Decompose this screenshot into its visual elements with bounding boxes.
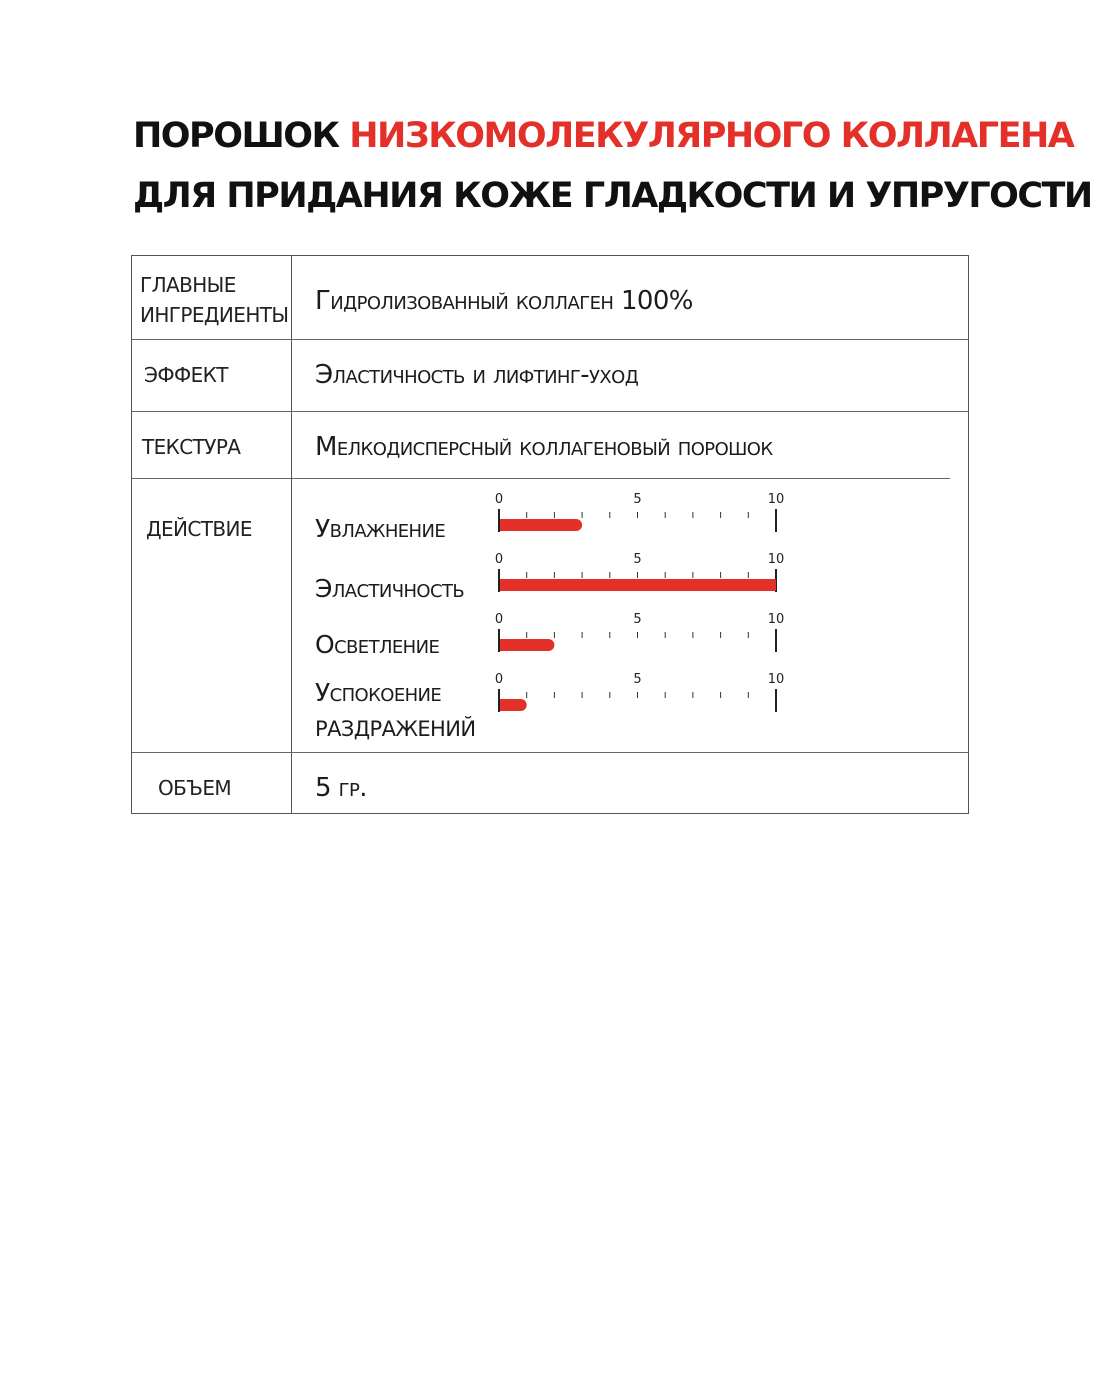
ingredients-value-main: Гидролизованный коллаген — [315, 286, 614, 316]
volume-unit: гр. — [338, 773, 367, 803]
metric-label-soothing-line-2: РАЗДРАЖЕНИЙ — [315, 717, 476, 741]
scale-number: 5 — [633, 672, 642, 687]
rating-scale-svg — [494, 492, 785, 544]
page-title-line-2: ДЛЯ ПРИДАНИЯ КОЖЕ ГЛАДКОСТИ И УПРУГОСТИ — [133, 176, 1092, 216]
texture-label: ТЕКСТУРА — [142, 435, 241, 459]
ingredients-value — [315, 288, 693, 314]
page-title-line-1 — [133, 116, 1074, 156]
scale-elasticity — [494, 552, 785, 604]
volume-value — [315, 775, 367, 801]
row-ingredients — [132, 256, 968, 339]
rating-bar-start — [499, 519, 507, 531]
rating-bar-start — [499, 699, 507, 711]
scale-number: 0 — [494, 492, 504, 507]
rating-scale-svg — [494, 552, 785, 604]
scale-number: 5 — [633, 492, 642, 507]
scale-brightening — [494, 612, 785, 664]
rating-scale-svg — [494, 612, 785, 664]
texture-value: Мелкодисперсный коллагеновый порошок — [315, 432, 773, 462]
ingredients-label — [140, 270, 288, 330]
title-accent: НИЗКОМОЛЕКУЛЯРНОГО КОЛЛАГЕНА — [349, 116, 1074, 156]
rating-bar — [499, 639, 554, 651]
effect-label: ЭФФЕКТ — [144, 363, 228, 387]
scale-number: 5 — [633, 552, 642, 567]
rating-bar-start — [499, 639, 507, 651]
row-effect — [132, 340, 968, 411]
title-prefix: ПОРОШОК — [133, 116, 339, 156]
scale-number: 0 — [494, 672, 504, 687]
scale-soothing — [494, 672, 785, 724]
rating-bar — [499, 519, 582, 531]
effect-value: Эластичность и лифтинг-уход — [315, 360, 639, 390]
rating-bar — [499, 579, 776, 591]
row-volume — [132, 753, 968, 815]
scale-number: 10 — [767, 612, 785, 627]
scale-number: 5 — [633, 612, 642, 627]
scale-moisturizing — [494, 492, 785, 544]
scale-number: 0 — [494, 552, 504, 567]
scale-number: 10 — [767, 672, 785, 687]
metric-label-brightening: Осветление — [315, 630, 440, 659]
ingredients-label-line-2: ИНГРЕДИЕНТЫ — [140, 303, 289, 327]
metric-label-soothing: Успокоение — [315, 678, 442, 707]
scale-number: 10 — [767, 492, 785, 507]
volume-number: 5 — [315, 773, 331, 803]
row-action — [132, 479, 968, 752]
action-label: ДЕЙСТВИЕ — [146, 517, 252, 541]
ingredients-label-line-1: ГЛАВНЫЕ — [140, 273, 236, 297]
scale-number: 10 — [767, 552, 785, 567]
row-texture — [132, 412, 968, 478]
scale-number: 0 — [494, 612, 504, 627]
product-spec-table — [131, 255, 969, 814]
ingredients-value-percent: 100% — [620, 286, 693, 316]
volume-label: ОБЪЕМ — [158, 776, 232, 800]
rating-scale-svg — [494, 672, 785, 724]
metric-label-elasticity: Эластичность — [315, 574, 465, 603]
metric-label-moisturizing: Увлажнение — [315, 514, 446, 543]
